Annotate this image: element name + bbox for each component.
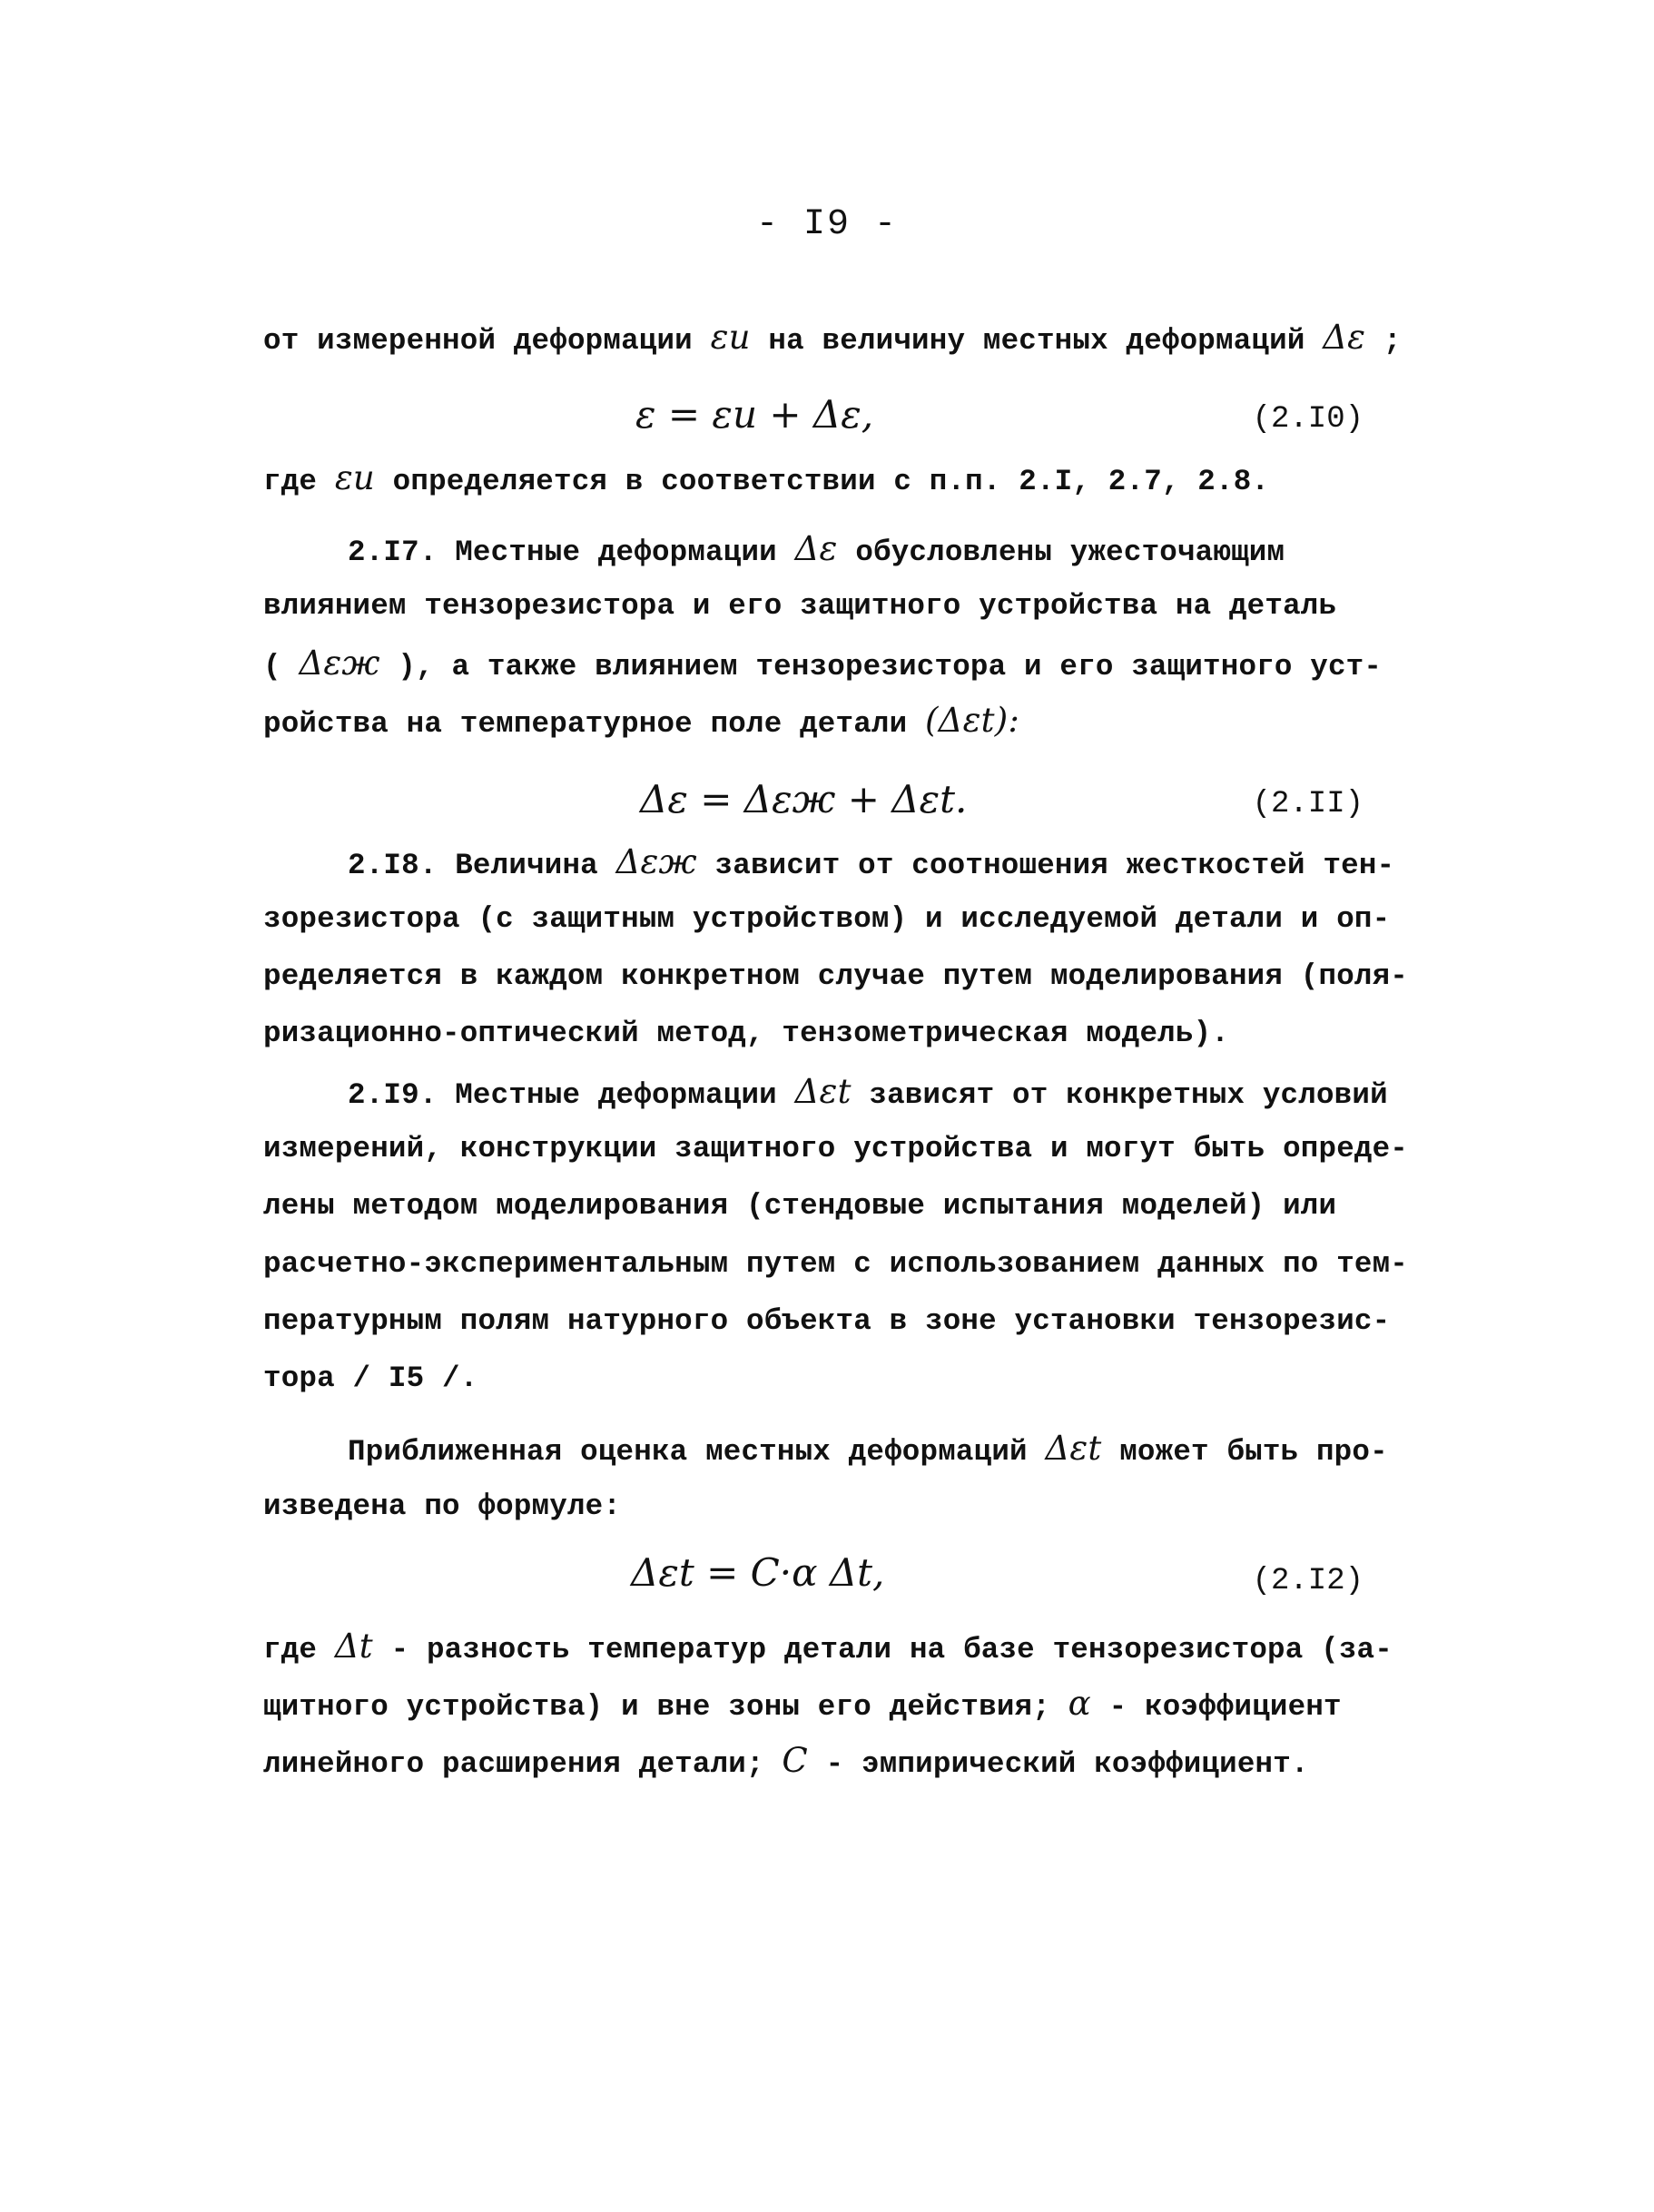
text-segment: ризационно-оптический метод, тензометрическая модель). bbox=[263, 1017, 1229, 1050]
text-segment: влиянием тензорезистора и его защитного устройства на деталь bbox=[263, 589, 1337, 623]
math-symbol: Δεt bbox=[1045, 1429, 1102, 1468]
text-segment: зависит от соотношения жесткостей тен- bbox=[714, 849, 1395, 882]
text-line bbox=[263, 1016, 1357, 1052]
text-segment: ; bbox=[1383, 324, 1402, 358]
text-segment: где bbox=[263, 1633, 318, 1666]
equation-number: (2.I0) bbox=[1252, 402, 1364, 437]
text-line bbox=[263, 644, 1383, 685]
text-segment: тора / I5 /. bbox=[263, 1362, 478, 1395]
text-line bbox=[263, 460, 1357, 500]
text-segment: линейного расширения детали; bbox=[263, 1747, 764, 1781]
text-line bbox=[263, 1627, 1393, 1668]
text-segment: - коэффициент bbox=[1108, 1690, 1342, 1724]
text-line bbox=[263, 1188, 1357, 1224]
text-segment: 2.I7. Местные деформации bbox=[348, 536, 777, 569]
text-line bbox=[263, 1303, 1391, 1340]
text-segment: расчетно-экспериментальным путем с использованием данных по тем- bbox=[263, 1247, 1409, 1281]
text-segment: изведена по формуле: bbox=[263, 1489, 622, 1523]
text-segment: где bbox=[263, 465, 318, 498]
equation-number: (2.I2) bbox=[1252, 1564, 1364, 1598]
text-segment: от измеренной деформации bbox=[263, 324, 693, 358]
math-symbol: Δεt bbox=[794, 1072, 852, 1111]
math-symbol: Δεж bbox=[299, 644, 380, 683]
text-line bbox=[263, 703, 1357, 742]
text-line bbox=[263, 1361, 1357, 1397]
text-segment: определяется в соответствии с п.п. 2.I, 2.7, 2.8. bbox=[392, 465, 1270, 498]
equation: Δεt = C·α Δt, bbox=[631, 1550, 885, 1595]
text-segment: ), а также влиянием тензорезистора и его защитного уст- bbox=[398, 650, 1383, 683]
math-symbol: Δt bbox=[334, 1627, 373, 1666]
text-segment: 2.I9. Местные деформации bbox=[348, 1078, 777, 1112]
text-segment: ройства на температурное поле детали bbox=[263, 707, 908, 741]
text-segment: ( bbox=[263, 650, 281, 683]
text-segment: на величину местных деформаций bbox=[768, 324, 1305, 358]
math-symbol: εи bbox=[710, 318, 751, 357]
text-segment: 2.I8. Величина bbox=[348, 849, 598, 882]
equation-number: (2.II) bbox=[1252, 787, 1364, 821]
text-line bbox=[263, 959, 1409, 995]
text-line bbox=[263, 1246, 1409, 1283]
text-line bbox=[263, 901, 1391, 938]
text-segment: обусловлены ужесточающим bbox=[855, 536, 1285, 569]
text-line bbox=[263, 318, 1402, 359]
equation: Δε = Δεж + Δεt. bbox=[640, 777, 968, 821]
text-segment: Приближенная оценка местных деформаций bbox=[348, 1435, 1028, 1469]
text-line bbox=[263, 1686, 1357, 1725]
text-segment: щитного устройства) и вне зоны его действия; bbox=[263, 1690, 1050, 1724]
text-line bbox=[263, 588, 1357, 624]
text-line bbox=[263, 1489, 1357, 1525]
text-segment: пературным полям натурного объекта в зоне установки тензорезис- bbox=[263, 1304, 1391, 1338]
math-symbol: Δε bbox=[794, 529, 838, 568]
text-line bbox=[348, 1072, 1388, 1114]
math-symbol: Δεж bbox=[615, 842, 697, 881]
math-symbol: C bbox=[782, 1741, 808, 1780]
text-segment: лены методом моделирования (стендовые испытания моделей) или bbox=[263, 1189, 1337, 1223]
text-segment: ределяется в каждом конкретном случае путем моделирования (поля- bbox=[263, 959, 1409, 993]
text-line bbox=[348, 1429, 1388, 1470]
text-segment: зорезистора (с защитным устройством) и исследуемой детали и оп- bbox=[263, 902, 1391, 936]
math-symbol: α bbox=[1068, 1684, 1091, 1723]
equation: ε = εи + Δε, bbox=[635, 392, 874, 437]
text-segment: зависят от конкретных условий bbox=[869, 1078, 1388, 1112]
text-segment: измерений, конструкции защитного устройства и могут быть опреде- bbox=[263, 1132, 1409, 1165]
page-number: - I9 - bbox=[755, 204, 899, 245]
text-line bbox=[348, 842, 1395, 884]
math-symbol: Δε bbox=[1323, 318, 1366, 357]
text-segment: - эмпирический коэффициент. bbox=[825, 1747, 1309, 1781]
text-line bbox=[348, 531, 1357, 571]
text-segment: - разность температур детали на базе тензорезистора (за- bbox=[390, 1633, 1393, 1666]
text-segment: может быть про- bbox=[1119, 1435, 1388, 1469]
text-line bbox=[263, 1743, 1357, 1783]
math-symbol: (Δεt): bbox=[925, 701, 1020, 740]
text-line bbox=[263, 1131, 1409, 1167]
math-symbol: εи bbox=[334, 458, 375, 497]
